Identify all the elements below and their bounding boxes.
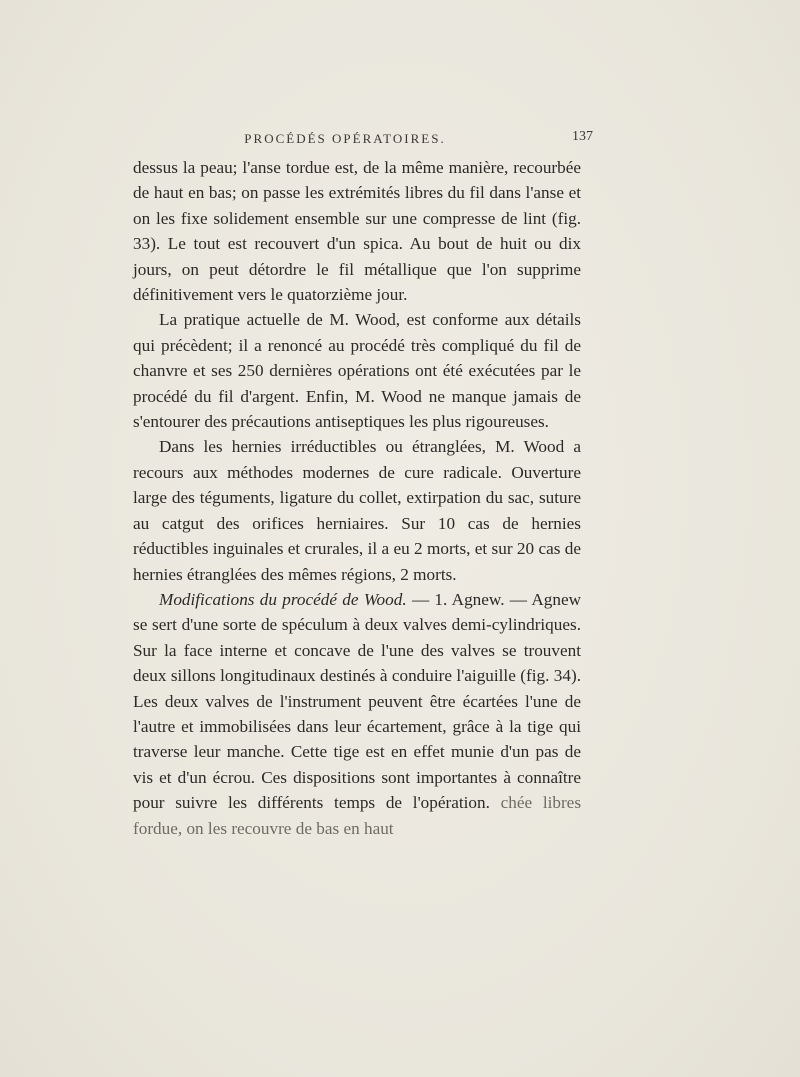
paragraph-4 xyxy=(133,587,581,841)
show-through-text: chée libres fordue, on les recouvre de bas en haut xyxy=(133,793,582,838)
paragraph-4-text: — 1. Agnew. — Agnew se sert d'une sorte de spéculum à deux valves demi-cylindriques. Sur la face interne et concave de l'une des valves se trouvent deux sillons longitudinaux destinés à conduire l'aiguille (fig. 34). Les deux valves de l'instrument peuvent être écartées l'une de l'autre et immobilisées dans leur écartement, grâce à la tige qui traverse leur manche. Cette tige est en effet munie d'un pas de vis et d'un écrou. Ces dispositions sont importantes à connaître pour suivre les différents temps de l'opération. xyxy=(133,589,581,813)
section-heading: Modifications du procédé de Wood. xyxy=(159,589,407,609)
page-number: 137 xyxy=(572,129,593,144)
running-title: PROCÉDÉS OPÉRATOIRES. xyxy=(244,131,446,146)
paragraph-2: La pratique actuelle de M. Wood, est conforme aux détails qui précèdent; il a renoncé au procédé très compliqué du fil de chanvre et ses 250 dernières opérations ont été exécutées par le procédé du fil d'argent. Enfin, M. Wood ne manque jamais de s'entourer des précautions antiseptiques les plus rigoureuses. xyxy=(133,310,581,432)
body-text xyxy=(133,155,581,841)
paragraph-1: dessus la peau; l'anse tordue est, de la même manière, recourbée de haut en bas; on passe les extrémités libres du fil dans l'anse et on les fixe solidement ensemble sur une compresse de lint (fig. 33). Le tout est recouvert d'un spica. Au bout de huit ou dix jours, on peut détordre le fil métallique que l'on supprime définitivement vers le quatorzième jour. xyxy=(133,158,581,305)
paragraph-3: Dans les hernies irréductibles ou étranglées, M. Wood a recours aux méthodes modernes de cure radicale. Ouverture large des téguments, ligature du collet, extirpation du sac, suture au catgut des orifices herniaires. Sur 10 cas de hernies réductibles inguinales et crurales, il a eu 2 morts, et sur 20 cas de hernies étranglées des mêmes régions, 2 morts. xyxy=(133,437,581,584)
